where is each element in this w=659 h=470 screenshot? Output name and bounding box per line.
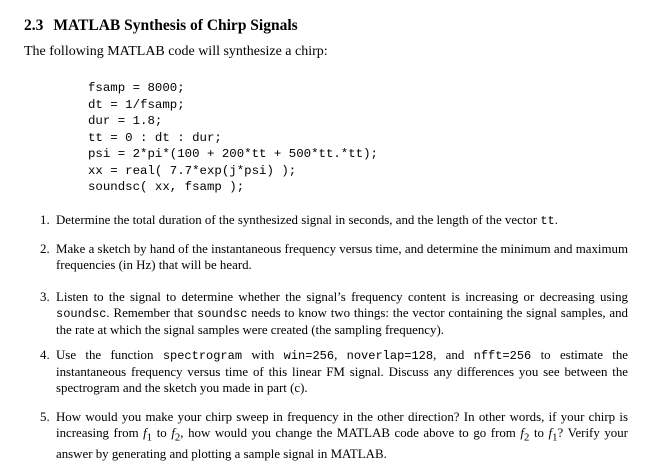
text-run: How would you make your chirp sweep in frequency in the other direction? In other words, if your chirp is increasing from (56, 410, 628, 441)
code-line: xx = real( 7.7*exp(j*psi) ); (88, 163, 297, 178)
code-line: dur = 1.8; (88, 114, 163, 128)
section-title: MATLAB Synthesis of Chirp Signals (53, 17, 298, 34)
text-run: needs to know two things: the vector containing the signal samples, and the rate at which the signal samples were created (the sampling frequency). (56, 306, 628, 338)
math-symbol: f (520, 426, 524, 441)
text-run: Use the function (56, 348, 163, 362)
math-subscript: 1 (146, 431, 153, 444)
math-subscript: 2 (524, 431, 530, 444)
text-run: ? Verify your answer by generating and plotting a sample signal in MATLAB. (56, 426, 628, 461)
code-term: spectrogram (162, 349, 243, 363)
question-text (56, 289, 628, 339)
code-term: tt (540, 214, 555, 228)
question-3 (40, 289, 628, 339)
math-subscript: 2 (174, 431, 181, 444)
question-number: 2. (40, 242, 50, 256)
code-term: win=256 (283, 349, 335, 363)
math-subscript: 1 (552, 431, 558, 444)
code-term: soundsc (56, 307, 107, 322)
code-term: nfft=256 (473, 349, 532, 363)
question-number: 3. (40, 290, 50, 304)
question-1 (40, 212, 628, 229)
text-run: , and (433, 348, 474, 362)
text-run: to (529, 426, 549, 441)
question-text (56, 347, 628, 397)
text-run: Listen to the signal to determine whether the signal’s frequency content is increasing or decreasing using (56, 290, 628, 304)
intro-paragraph: The following MATLAB code will synthesize a chirp: (24, 44, 328, 59)
text-run: . (554, 213, 558, 227)
math-symbol: f (171, 426, 175, 441)
text-run: . Remember that (106, 306, 197, 321)
text-run: , (334, 348, 347, 362)
text-run: to estimate the instantaneous frequency versus time of this linear FM signal. Discuss any differences you see between the spectrogram and the sketch you made in part (c). (56, 348, 629, 396)
section-heading (24, 17, 298, 35)
question-4 (40, 347, 628, 397)
text-run: , how would you change the MATLAB code above to go from (180, 426, 521, 441)
code-line: soundsc( xx, fsamp ); (88, 180, 245, 194)
math-symbol: f (548, 426, 553, 441)
question-number: 1. (40, 213, 50, 227)
text-run: Determine the total duration of the synthesized signal in seconds, and the length of the vector (56, 213, 541, 227)
code-line: tt = 0 : dt : dur; (88, 130, 222, 145)
code-term: noverlap=128 (346, 349, 434, 363)
question-number: 4. (40, 348, 50, 362)
question-text: Make a sketch by hand of the instantaneous frequency versus time, and determine the minimum and maximum frequencies (in Hz) that will be heard. (56, 242, 628, 273)
question-5 (40, 409, 628, 462)
code-term: soundsc (197, 307, 248, 322)
question-text (56, 409, 628, 462)
code-block (88, 80, 378, 196)
question-2 (40, 241, 628, 273)
question-text (56, 212, 628, 229)
text-run: to (152, 426, 172, 441)
text-run: with (242, 348, 284, 362)
code-line: psi = 2*pi*(100 + 200*tt + 500*tt.*tt); (88, 147, 378, 161)
code-line: fsamp = 8000; (88, 81, 185, 95)
section-number: 2.3 (24, 17, 44, 34)
question-number: 5. (40, 410, 50, 424)
math-symbol: f (143, 426, 147, 441)
code-line: dt = 1/fsamp; (88, 97, 185, 112)
